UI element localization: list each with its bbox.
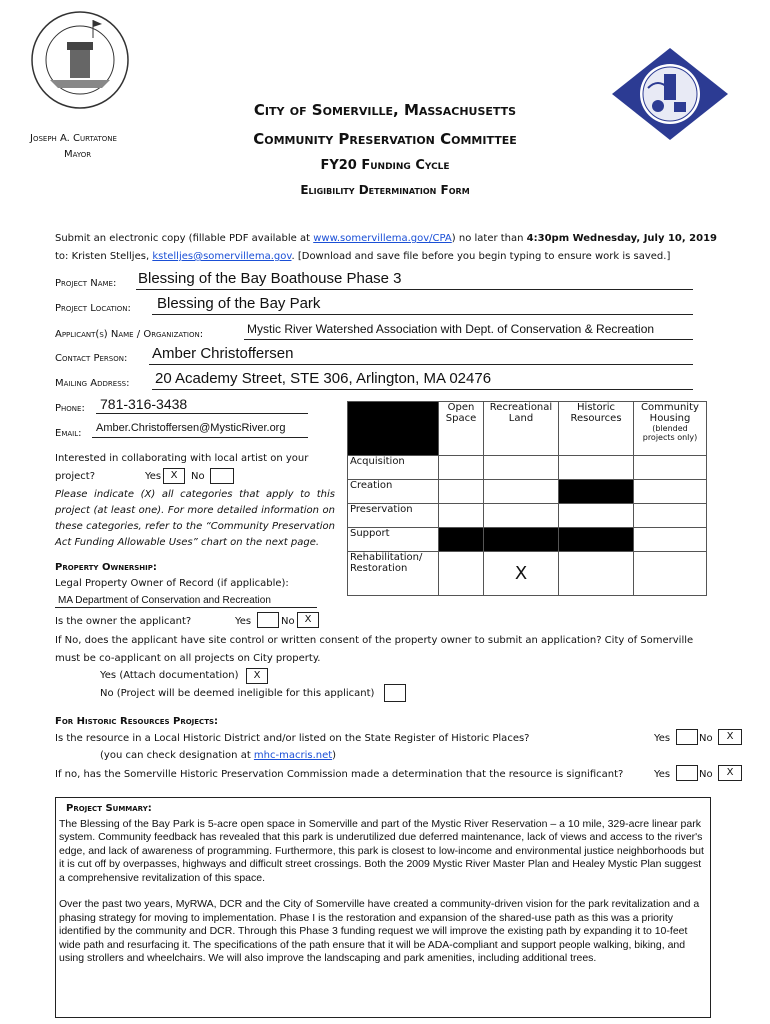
cell-acq-hist[interactable]: [559, 456, 634, 480]
instr-text-b: ) no later than: [451, 233, 527, 244]
email-link[interactable]: kstelljes@somervillema.gov: [152, 251, 292, 262]
categories-note: Please indicate (X) all categories that apply to this project (at least one). For more detailed information on these categories, refer to the “Community Preservation Act Funding Allowable Uses” chart on the next page.: [55, 489, 335, 548]
cell-acq-rec[interactable]: [484, 456, 559, 480]
city-seal: [30, 10, 130, 110]
phone-field[interactable]: 781-316-3438: [100, 396, 188, 412]
contact-label: Contact Person:: [55, 353, 128, 364]
cell-sup-rec: [484, 528, 559, 552]
is-owner-no-label: No: [281, 616, 295, 627]
row-acquisition: Acquisition: [348, 456, 439, 480]
instructions-line2: [55, 251, 670, 262]
col-historic-label: Historic Resources: [570, 402, 622, 424]
phone-rule: [96, 413, 308, 414]
cell-rehab-hist[interactable]: [559, 552, 634, 596]
title-cycle: FY20 Funding Cycle: [320, 158, 450, 173]
cell-sup-open: [439, 528, 484, 552]
q1-yes-label: Yes: [654, 733, 671, 744]
title-committee: Community Preservation Committee: [253, 130, 517, 148]
instr-text-d: . [Download and save file before you begin typing to ensure work is saved.]: [291, 251, 671, 262]
applicant-label: Applicant(s) Name / Organization:: [55, 329, 204, 340]
col-housing-note: (blended projects only): [642, 424, 698, 442]
artist-no-label: No: [191, 471, 205, 482]
title-form: Eligibility Determination Form: [300, 183, 470, 197]
consent-no-checkbox[interactable]: [384, 684, 406, 702]
cell-acq-house[interactable]: [634, 456, 707, 480]
legal-owner-field[interactable]: MA Department of Conservation and Recreation: [58, 595, 271, 606]
col-housing-label: Community Housing: [641, 402, 699, 424]
is-owner-question: Is the owner the applicant?: [55, 616, 192, 627]
cell-cre-hist: [559, 480, 634, 504]
email-label: Email:: [55, 428, 82, 439]
historic-q1-note: [100, 750, 336, 761]
q1-yes-checkbox[interactable]: [676, 729, 698, 745]
is-owner-yes-checkbox[interactable]: [257, 612, 279, 628]
cell-rehab-open[interactable]: [439, 552, 484, 596]
contact-field[interactable]: Amber Christoffersen: [152, 345, 294, 362]
mayor-name: Joseph A. Curtatone: [30, 133, 117, 144]
cell-sup-house[interactable]: [634, 528, 707, 552]
project-summary-box[interactable]: [55, 797, 711, 1018]
row-support: Support: [348, 528, 439, 552]
cell-pres-rec[interactable]: [484, 504, 559, 528]
q2-no-checkbox[interactable]: X: [718, 765, 742, 781]
project-name-rule: [136, 289, 693, 290]
applicant-rule: [244, 339, 693, 340]
instructions-line1: [55, 233, 717, 244]
project-location-label: Project Location:: [55, 303, 131, 314]
mayor-title: Mayor: [64, 149, 92, 160]
address-label: Mailing Address:: [55, 378, 130, 389]
artist-question-2: project?: [55, 471, 96, 482]
historic-q2: If no, has the Somerville Historic Preservation Commission made a determination that the resource is significant?: [55, 769, 624, 780]
historic-heading: For Historic Resources Projects:: [55, 716, 219, 727]
col-recreational-label: Recreational Land: [489, 402, 553, 424]
row-creation: Creation: [348, 480, 439, 504]
grid-corner: [348, 402, 439, 456]
q2-yes-checkbox[interactable]: [676, 765, 698, 781]
row-rehabilitation: Rehabilitation/ Restoration: [348, 552, 439, 596]
project-name-label: Project Name:: [55, 278, 117, 289]
col-housing: [634, 402, 707, 456]
category-grid: [347, 401, 707, 596]
project-name-field[interactable]: Blessing of the Bay Boathouse Phase 3: [138, 270, 402, 287]
if-no-text: If No, does the applicant have site control or written consent of the property owner to submit an application? City of Somerville must be co-applicant on all projects on City property.: [55, 635, 694, 664]
historic-note-post: ): [332, 750, 337, 761]
is-owner-no-checkbox[interactable]: X: [297, 612, 319, 628]
summary-para-1: The Blessing of the Bay Park is 5-acre open space in Somerville and part of the Mystic River Reservation – a 10 mile, 329-acre linear park system. Community feedback has revealed that this park is underutilized due deferred maintenance, lack of views and access to the river's edge, and lack of awareness of programming. Furthermore, this park is closest to low-income and environmental justice neighborhoods but it is cut off by overpasses, highways and difficult street crossings. Both the 2009 Mystic River Master Plan and Healey Mystic Plan suggest a comprehensive revitalization of this space.: [59, 817, 704, 884]
contact-rule: [149, 364, 693, 365]
ownership-heading: Property Ownership:: [55, 562, 157, 573]
col-historic: [559, 402, 634, 456]
col-open-space-label: Open Space: [445, 402, 477, 424]
project-location-rule: [152, 314, 693, 315]
legal-owner-rule: [55, 607, 317, 608]
q1-no-checkbox[interactable]: X: [718, 729, 742, 745]
consent-yes-label: Yes (Attach documentation): [100, 670, 239, 681]
cell-cre-open[interactable]: [439, 480, 484, 504]
instr-text-c: to: Kristen Stelljes,: [55, 251, 153, 262]
cpa-link[interactable]: www.somervillema.gov/CPA: [313, 233, 452, 244]
email-rule: [92, 437, 308, 438]
row-preservation: Preservation: [348, 504, 439, 528]
cell-rehab-house[interactable]: [634, 552, 707, 596]
cell-pres-open[interactable]: [439, 504, 484, 528]
address-rule: [152, 389, 693, 390]
applicant-field[interactable]: Mystic River Watershed Association with Dept. of Conservation & Recreation: [247, 322, 655, 336]
cell-pres-house[interactable]: [634, 504, 707, 528]
is-owner-yes-label: Yes: [235, 616, 252, 627]
consent-no-label: No (Project will be deemed ineligible for this applicant): [100, 688, 375, 699]
col-open-space: [439, 402, 484, 456]
macris-link[interactable]: mhc-macris.net: [253, 750, 333, 761]
artist-no-checkbox[interactable]: [210, 468, 234, 484]
phone-label: Phone:: [55, 403, 85, 414]
artist-yes-checkbox[interactable]: X: [163, 468, 185, 484]
consent-yes-checkbox[interactable]: X: [246, 668, 268, 684]
col-recreational: [484, 402, 559, 456]
q2-yes-label: Yes: [654, 769, 671, 780]
artist-yes-label: Yes: [145, 471, 162, 482]
summary-heading: Project Summary:: [66, 803, 152, 814]
historic-q1: Is the resource in a Local Historic District and/or listed on the State Register of Historic Places?: [55, 733, 530, 744]
cell-acq-open[interactable]: [439, 456, 484, 480]
summary-para-2: Over the past two years, MyRWA, DCR and the City of Somerville have created a community-driven vision for the park revitalization and a phasing strategy for moving to implementation. Phase I is the restoration and expansion of the shared-use path as this was a priority identified by the community and DCR. Through this Phase 3 funding request we will improve the existing path by expanding it to 10-feet wide path and resurfacing it. The specifications of the path ensure that it will be ADA-compliant and support people walking, biking, and using strollers and wheelchairs. We will also improve the landscaping and park amenities, including additional trees.: [59, 898, 700, 964]
cell-rehab-rec[interactable]: X: [484, 552, 559, 596]
q1-no-label: No: [699, 733, 713, 744]
project-location-field[interactable]: Blessing of the Bay Park: [157, 295, 321, 312]
address-field[interactable]: 20 Academy Street, STE 306, Arlington, MA 02476: [155, 370, 492, 387]
artist-question: Interested in collaborating with local artist on your: [55, 453, 309, 464]
cpa-logo: [612, 48, 728, 140]
cell-cre-house[interactable]: [634, 480, 707, 504]
email-field[interactable]: Amber.Christoffersen@MysticRiver.org: [96, 422, 286, 434]
cell-sup-hist: [559, 528, 634, 552]
deadline: 4:30pm Wednesday, July 10, 2019: [526, 233, 717, 244]
title-city: City of Somerville, Massachusetts: [253, 101, 517, 119]
legal-owner-label: Legal Property Owner of Record (if applicable):: [55, 578, 289, 589]
cell-pres-hist[interactable]: [559, 504, 634, 528]
cell-cre-rec[interactable]: [484, 480, 559, 504]
historic-note-pre: (you can check designation at: [100, 750, 254, 761]
q2-no-label: No: [699, 769, 713, 780]
instr-text-a: Submit an electronic copy (fillable PDF available at: [55, 233, 314, 244]
